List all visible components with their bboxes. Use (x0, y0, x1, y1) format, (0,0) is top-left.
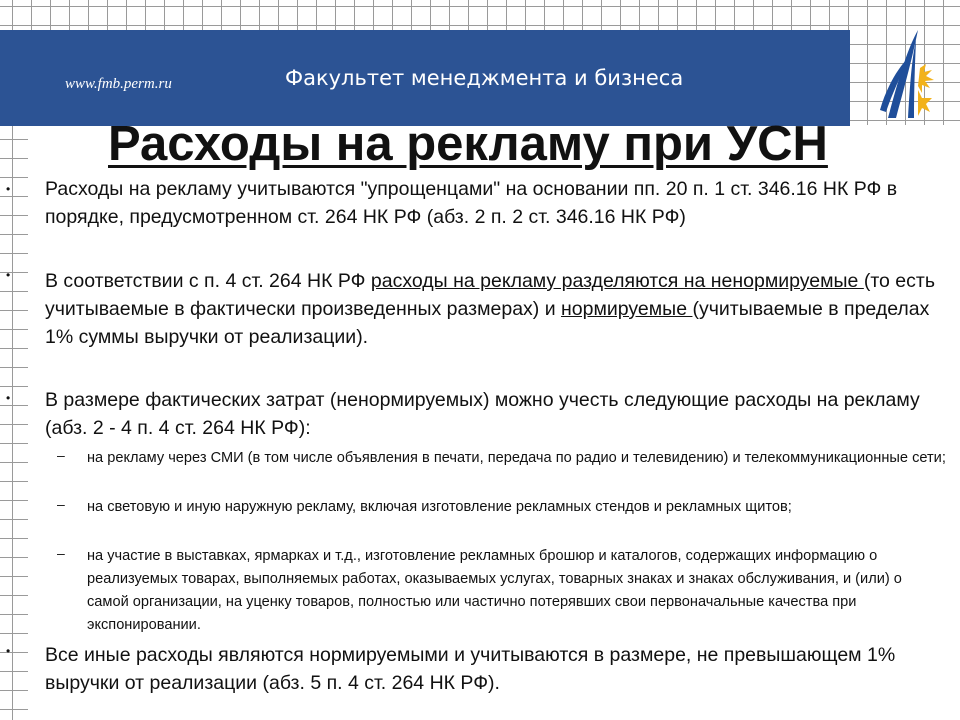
sub-item-exhibitions: на участие в выставках, ярмарках и т.д., изготовление рекламных брошюр и каталогов, содержащих информацию о реализуемых товарах, выполняемых работах, оказываемых услугах, товарных знаках и знаках обслуживания, и (или) о самой организации, на уценку товаров, полностью или частично потерявших свои первоначальные качества при экспонировании. (87, 548, 902, 633)
faculty-name: Факультет менеджмента и бизнеса (285, 66, 684, 90)
bullet-marker: • (6, 391, 11, 405)
bullet-marker: • (6, 644, 11, 658)
bullet-classification (45, 267, 945, 351)
bullet-text: (то есть учитываемые в фактически произведенных размерах) и (45, 270, 935, 320)
university-logo-icon (878, 28, 948, 124)
bullet-marker: • (6, 268, 11, 282)
sub-item-media: на рекламу через СМИ (в том числе объявления в печати, передача по радио и телевидению) и телекоммуникационные сети; (87, 450, 946, 466)
sub-item-outdoor: на световую и иную наружную рекламу, включая изготовление рекламных стендов и рекламных щитов; (87, 499, 792, 515)
underlined-phrase-normed: нормируемые (561, 298, 693, 320)
dash-marker: – (57, 496, 65, 512)
dash-marker: – (57, 545, 65, 561)
bullet-legal-basis: Расходы на рекламу учитываются "упрощенцами" на основании пп. 20 п. 1 ст. 346.16 НК РФ в порядке, предусмотренном ст. 264 НК РФ (абз. 2 п. 2 ст. 346.16 НК РФ) (45, 178, 898, 228)
website-url: www.fmb.perm.ru (65, 76, 172, 92)
dash-marker: – (57, 447, 65, 463)
slide-title: Расходы на рекламу при УСН (108, 117, 828, 171)
bullet-marker: • (6, 182, 11, 196)
bullet-other-costs: Все иные расходы являются нормируемыми и учитываются в размере, не превышающем 1% выручки от реализации (абз. 5 п. 4 ст. 264 НК РФ). (45, 644, 896, 694)
bullet-actual-costs: В размере фактических затрат (ненормируемых) можно учесть следующие расходы на рекламу (абз. 2 - 4 п. 4 ст. 264 НК РФ): (45, 389, 920, 439)
bullet-text: В соответствии с п. 4 ст. 264 НК РФ (45, 270, 371, 292)
underlined-phrase-unnormed: расходы на рекламу разделяются на ненормируемые (370, 270, 864, 292)
bullet-text: (учитываемые в пределах 1% суммы выручки от реализации). (45, 298, 930, 348)
